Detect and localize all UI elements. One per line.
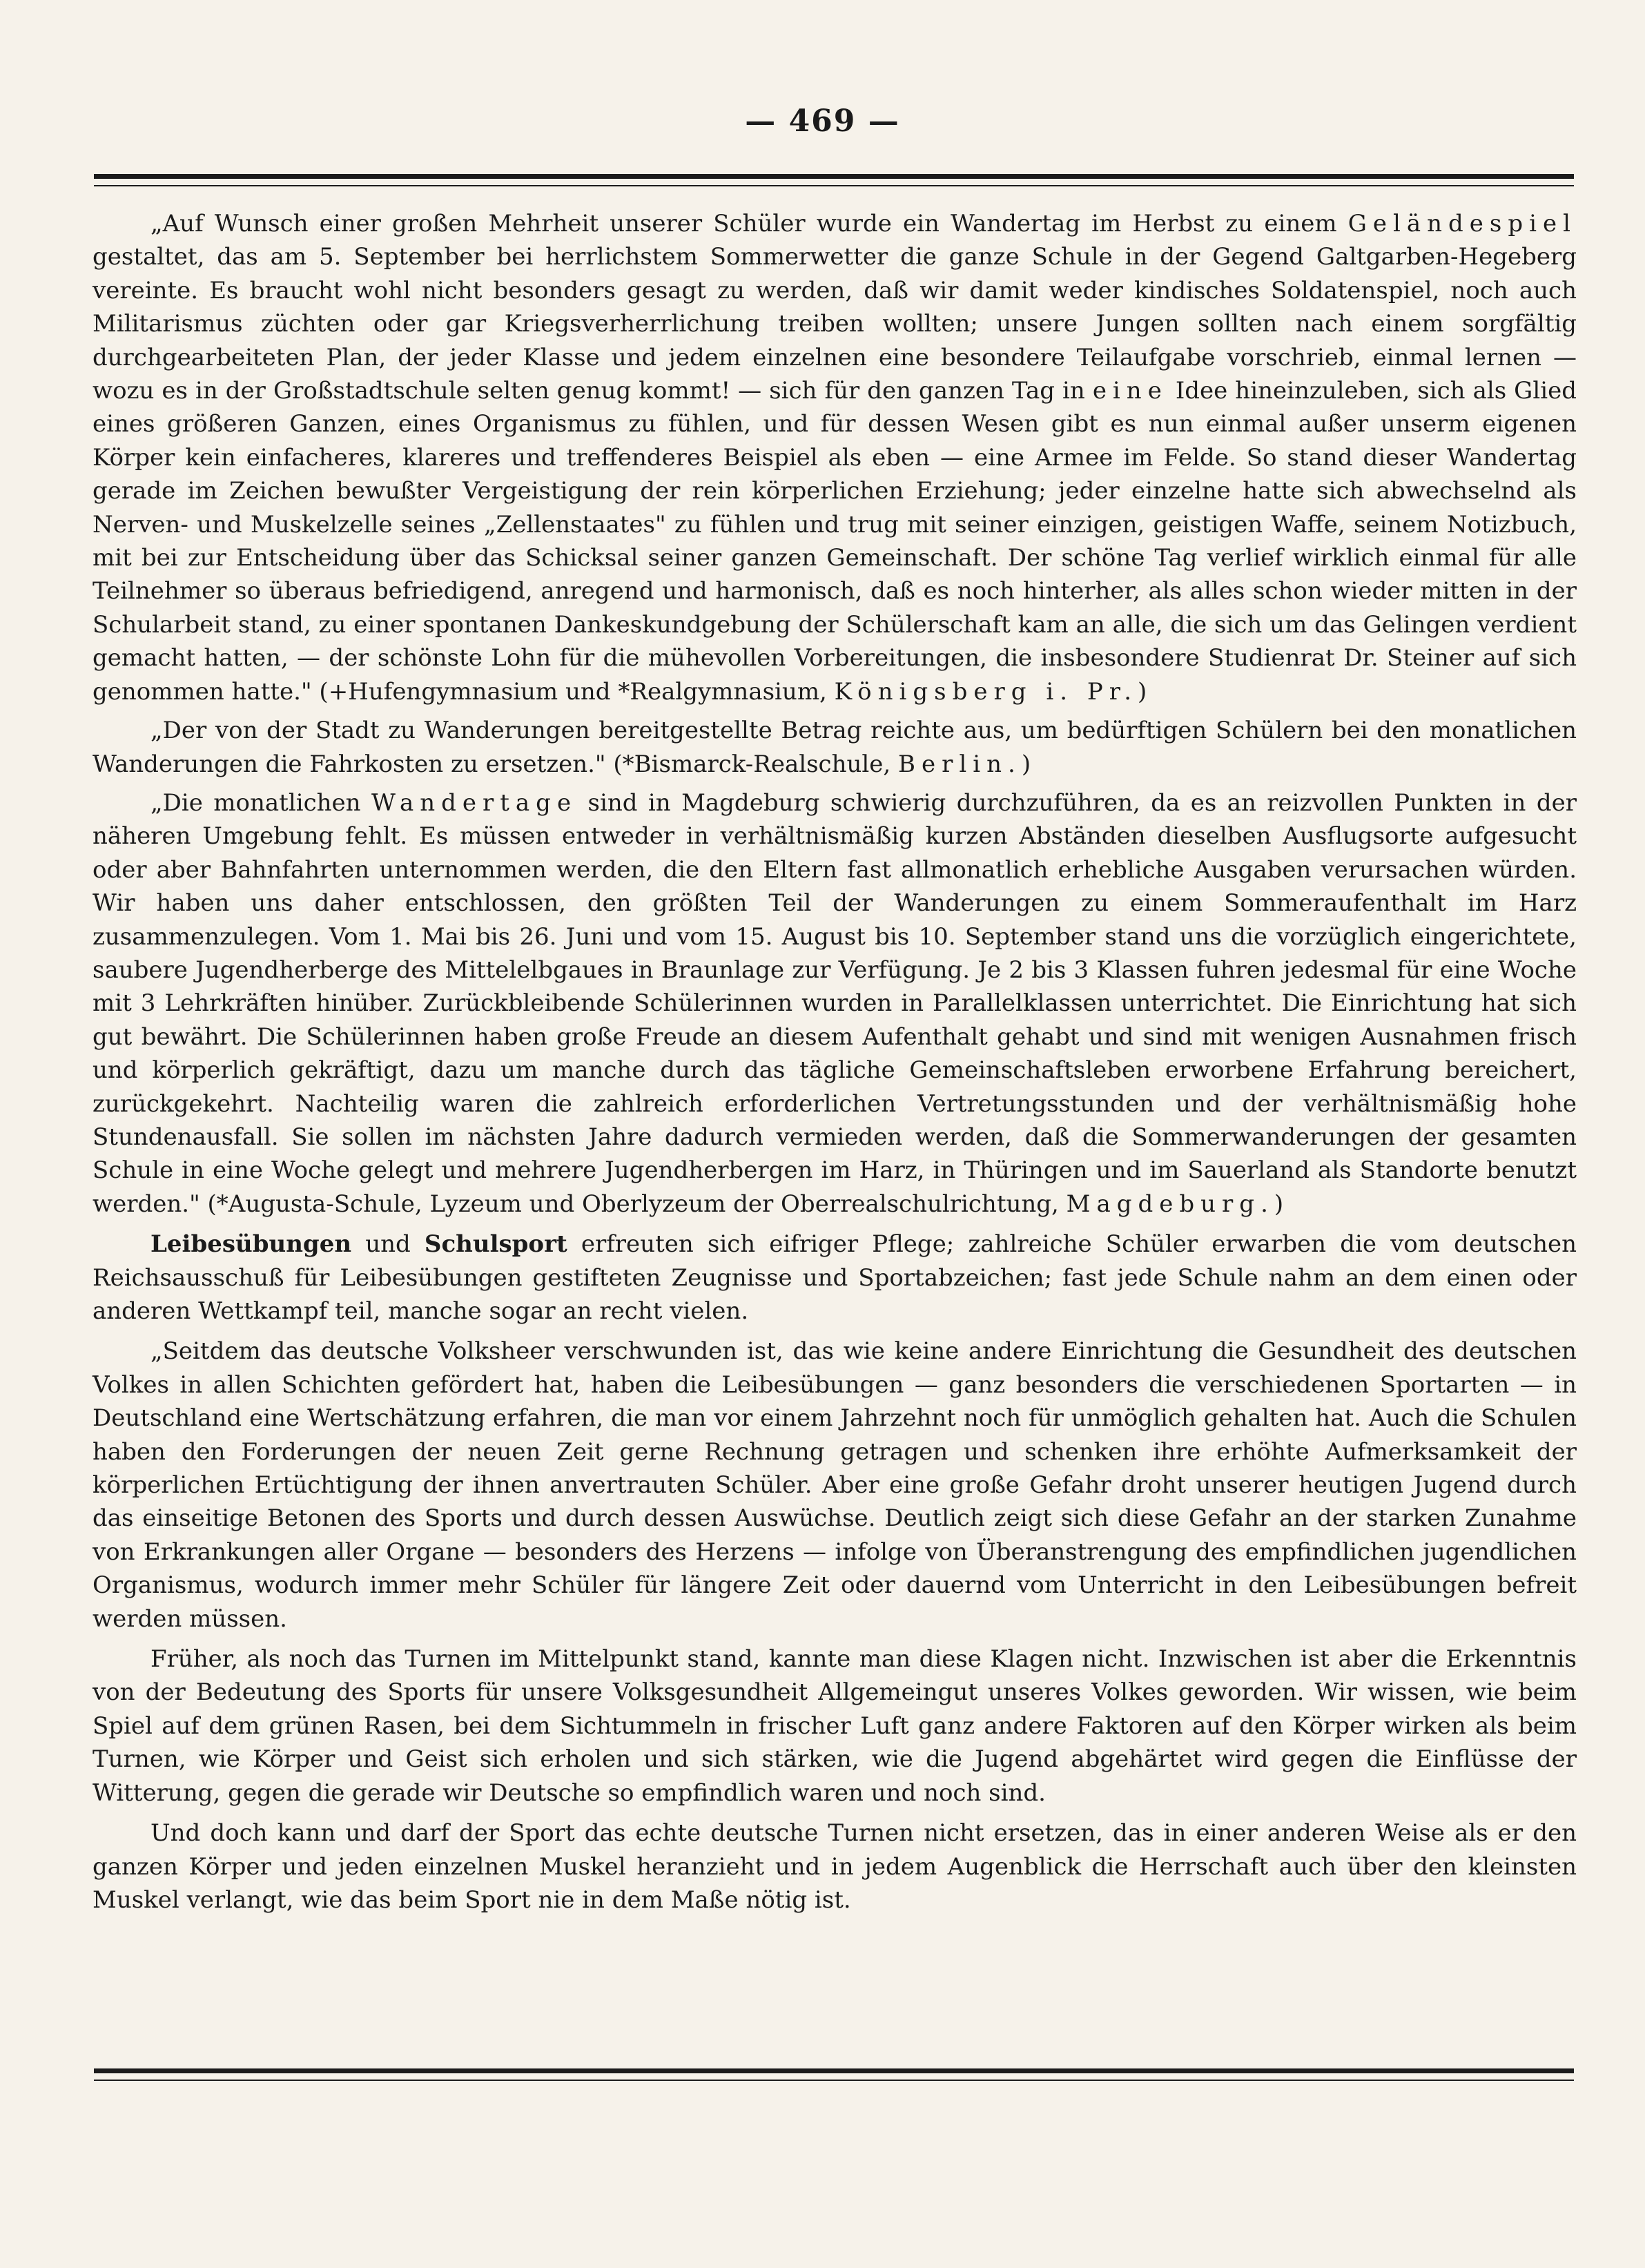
paragraph-3-text-b: sind in Magdeburg schwierig durchzuführen, da es an reizvollen Punkten in der näheren Umgebung fehlt. Es müssen entweder in verhältnismäßig kurzen Abständen dieselben Ausflugsorte aufgesucht oder aber Bahnfahrten unternommen werden, die den Eltern fast allmonatlich erhebliche Ausgaben verursachen würden. Wir haben uns daher entschlossen, den größten Teil der Wanderungen zu einem Sommeraufenthalt im Harz zusammenzulegen. Vom 1. Mai bis 26. Juni und vom 15. August bis 10. September stand uns die vorzüglich eingerichtete, saubere Jugendherberge des Mittelelbgaues in Braunlage zur Verfügung. Je 2 bis 3 Klassen fuhren jedesmal für eine Woche mit 3 Lehrkräften hinüber. Zurückbleibende Schülerinnen wurden in Parallelklassen unterrichtet. Die Einrichtung hat sich gut bewährt. Die Schülerinnen haben große Freude an diesem Aufenthalt gehabt und sind mit wenigen Ausnahmen frisch und körperlich gekräftigt, dazu um manche durch das tägliche Gemeinschaftsleben erworbene Erfahrung bereichert, zurückgekehrt. Nachteilig waren die zahlreich erforderlichen Vertretungsstunden und der verhältnismäßig hohe Stundenausfall. Sie sollen im nächsten Jahre dadurch vermieden werden, daß die Sommerwanderungen der gesamten Schule in eine Woche gelegt und mehrere Jugendherbergen im Harz, in Thüringen und im Sauerland als Standorte benutzt werden." (*Augusta-Schule, Lyzeum und Oberlyzeum der Oberrealschulrichtung, <box>93 788 1577 1218</box>
paragraph-3-spaced-wandertage: Wandertage <box>371 788 578 817</box>
paragraph-2-text-b: ) <box>1021 750 1031 778</box>
paragraph-3 <box>93 786 1577 1221</box>
body-text <box>93 207 1577 1917</box>
paragraph-5: „Seitdem das deutsche Volksheer verschwunden ist, das wie keine andere Einrichtung die Gesundheit des deutschen Volkes in allen Schichten gefördert hat, haben die Leibesübungen — ganz besonders die verschiedenen Sportarten — in Deutschland eine Wertschätzung erfahren, die man vor einem Jahrzehnt noch für unmöglich gehalten hat. Auch die Schulen haben den Forderungen der neuen Zeit gerne Rechnung getragen und schenken ihre erhöhte Aufmerksamkeit der körperlichen Ertüchtigung der ihnen anvertrauten Schüler. Aber eine große Gefahr droht unserer heutigen Jugend durch das einseitige Betonen des Sports und durch dessen Auswüchse. Deutlich zeigt sich diese Gefahr an der starken Zunahme von Erkrankungen aller Organe — besonders des Herzens — infolge von Überanstrengung des empfindlichen jugendlichen Organismus, wodurch immer mehr Schüler für längere Zeit oder dauernd vom Unterricht in den Leibesübungen befreit werden müssen. <box>93 1337 1577 1633</box>
paragraph-7: Und doch kann und darf der Sport das echte deutsche Turnen nicht ersetzen, das in einer anderen Weise als er den ganzen Körper und jeden einzelnen Muskel heranzieht und in jedem Augenblick die Herrschaft auch über den kleinsten Muskel verlangt, wie das beim Sport nie in dem Maße nötig ist. <box>93 1819 1577 1914</box>
paragraph-4-bold-leibesuebungen: Leibesübungen <box>150 1230 352 1259</box>
footer-rule <box>94 2068 1574 2081</box>
paragraph-4 <box>93 1228 1577 1328</box>
paragraph-1-text-c: Idee hineinzuleben, sich als Glied eines größeren Ganzen, eines Organismus zu fühlen, und für dessen Wesen gibt es nun einmal außer unserm eigenen Körper kein einfacheres, klareres und treffenderes Beispiel als eben — eine Armee im Felde. So stand dieser Wandertag gerade im Zeichen bewußter Vergeistigung der rein körperlichen Erziehung; jeder einzelne hatte sich abwechselnd als Nerven- und Muskelzelle seines „Zellenstaates" zu fühlen und trug mit seiner einzigen, geistigen Waffe, seinem Notizbuch, mit bei zur Entscheidung über das Schicksal seiner ganzen Gemeinschaft. Der schöne Tag verlief wirklich einmal für alle Teilnehmer so überaus befriedigend, anregend und harmonisch, daß es noch hinterher, als alles schon wieder mitten in der Schularbeit stand, zu einer spontanen Dankeskundgebung der Schülerschaft kam an alle, die sich um das Gelingen verdient gemacht hatten, — der schönste Lohn für die mühevollen Vorbereitungen, die insbesondere Studienrat Dr. Steiner auf sich genommen hatte." (+Hufengymnasium und *Realgymnasium, <box>93 377 1577 706</box>
header-rule <box>94 174 1574 186</box>
paragraph-1 <box>93 207 1577 708</box>
page-number: — 469 — <box>745 104 900 139</box>
paragraph-4-bold-schulsport: Schulsport <box>424 1230 567 1259</box>
paragraph-3-text-a: „Die monatlichen <box>150 788 371 817</box>
paragraph-2 <box>93 714 1577 781</box>
paragraph-1-text-b: gestaltet, das am 5. September bei herrlichstem Sommerwetter die ganze Schule in der Gegend Galtgarben-Hegeberg vereinte. Es braucht wohl nicht besonders gesagt zu werden, daß wir damit weder kindisches Soldatenspiel, noch auch Militarismus züchten oder gar Kriegsverherrlichung treiben wollten; unsere Jungen sollten nach einem sorgfältig durchgearbeiteten Plan, der jeder Klasse und jedem einzelnen eine besondere Teilaufgabe vorschrieb, einmal lernen — wozu es in der Großstadtschule selten genug kommt! — sich für den ganzen Tag in <box>93 243 1577 405</box>
paragraph-2-spaced-berlin: Berlin. <box>898 750 1022 778</box>
paragraph-4-text-b: erfreuten sich eifriger Pflege; zahlreiche Schüler erwarben die vom deutschen Reichsausschuß für Leibesübungen gestifteten Zeugnisse und Sportabzeichen; fast jede Schule nahm an dem einen oder anderen Wettkampf teil, manche sogar an recht vielen. <box>93 1230 1577 1325</box>
paragraph-2-text-a: „Der von der Stadt zu Wanderungen bereitgestellte Betrag reichte aus, um bedürftigen Schülern bei den monatlichen Wanderungen die Fahrkosten zu ersetzen." (*Bismarck-Realschule, <box>93 717 1577 778</box>
paragraph-3-spaced-magdeburg: Magdeburg. <box>1066 1190 1274 1218</box>
paragraph-1-text-a: „Auf Wunsch einer großen Mehrheit unserer Schüler wurde ein Wandertag im Herbst zu einem <box>150 210 1348 238</box>
paragraph-6: Früher, als noch das Turnen im Mittelpunkt stand, kannte man diese Klagen nicht. Inzwischen ist aber die Erkenntnis von der Bedeutung des Sports für unsere Volksgesundheit Allgemeingut unseres Volkes geworden. Wir wissen, wie beim Spiel auf dem grünen Rasen, bei dem Sichtummeln in frischer Luft ganz andere Faktoren auf den Körper wirken als beim Turnen, wie Körper und Geist sich erholen und sich stärken, wie die Jugend abgehärtet wird gegen die Einflüsse der Witterung, gegen die gerade wir Deutsche so empfindlich waren und noch sind. <box>93 1645 1577 1807</box>
paragraph-1-text-d: ) <box>1138 677 1147 706</box>
paragraph-1-spaced-koenigsberg: Königsberg i. Pr. <box>834 677 1138 706</box>
paragraph-3-text-c: ) <box>1274 1190 1284 1218</box>
paragraph-1-spaced-eine: eine <box>1092 377 1168 405</box>
paragraph-1-spaced-gelaendespiel: Geländespiel <box>1347 210 1577 238</box>
paragraph-4-text-a: und <box>351 1230 425 1259</box>
